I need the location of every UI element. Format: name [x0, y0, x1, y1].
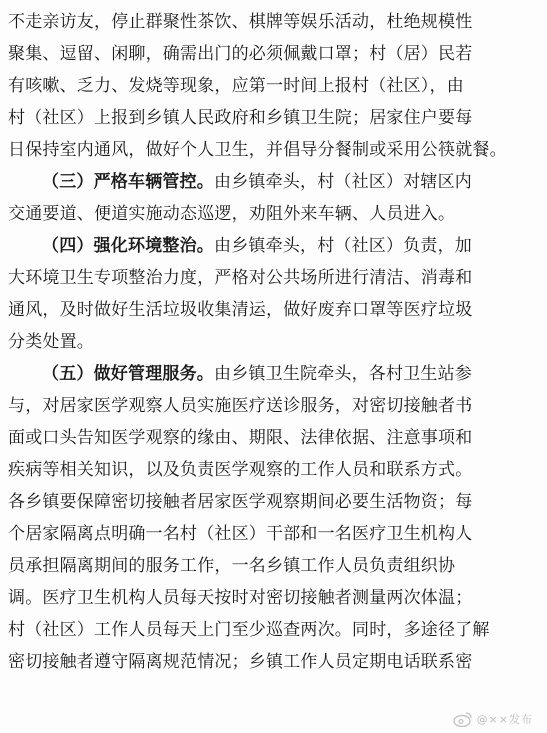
text-line — [8, 486, 539, 518]
line-text: 有咳嗽、乏力、发烧等现象，应第一时间上报村（社区），由 — [8, 76, 464, 96]
watermark — [453, 711, 533, 727]
text-line — [8, 550, 539, 582]
line-text: 由乡镇牵头，村（社区）负责，加 — [214, 236, 472, 256]
text-line — [8, 6, 539, 38]
text-line — [8, 294, 539, 326]
text-line — [8, 582, 539, 614]
line-text: 交通要道、便道实施动态巡逻，劝阻外来车辆、人员进入。 — [8, 204, 456, 224]
text-line — [8, 70, 539, 102]
text-line — [8, 518, 539, 550]
text-line — [8, 614, 539, 646]
text-line — [8, 230, 539, 262]
line-text: 个居家隔离点明确一名村（社区）干部和一名医疗卫生机构人 — [8, 524, 473, 544]
line-text: 大环境卫生专项整治力度，严格对公共场所进行清洁、消毒和 — [8, 268, 473, 288]
line-text: 与，对居家医学观察人员实施医疗送诊服务，对密切接触者书 — [8, 396, 473, 416]
section-heading: （五）做好管理服务。 — [42, 364, 214, 384]
text-line — [8, 262, 539, 294]
text-line — [8, 102, 539, 134]
section-heading: （四）强化环境整治。 — [42, 236, 214, 256]
text-line — [8, 198, 539, 230]
text-line — [8, 166, 539, 198]
text-line — [8, 454, 539, 486]
document-body — [8, 6, 539, 678]
text-line — [8, 134, 539, 166]
watermark-text: @××发布 — [476, 713, 533, 726]
line-text: 聚集、逗留、闲聊，确需出门的必须佩戴口罩；村（居）民若 — [8, 44, 473, 64]
text-line — [8, 646, 539, 678]
line-text: 各乡镇要保障密切接触者居家医学观察期间必要生活物资；每 — [8, 492, 473, 512]
line-text: 由乡镇牵头，村（社区）对辖区内 — [214, 172, 472, 192]
text-line — [8, 422, 539, 454]
text-line — [8, 358, 539, 390]
line-text: 村（社区）上报到乡镇人民政府和乡镇卫生院；居家住户要每 — [8, 108, 473, 128]
line-text: 疾病等相关知识，以及负责医学观察的工作人员和联系方式。 — [8, 460, 473, 480]
line-text: 密切接触者遵守隔离规范情况；乡镇工作人员定期电话联系密 — [8, 652, 473, 672]
line-text: 日保持室内通风，做好个人卫生，并倡导分餐制或采用公筷就餐。 — [8, 140, 507, 160]
line-text: 面或口头告知医学观察的缘由、期限、法律依据、注意事项和 — [8, 428, 473, 448]
weibo-logo-icon — [453, 711, 473, 727]
text-line — [8, 390, 539, 422]
line-text: 村（社区）工作人员每天上门至少巡查两次。同时，多途径了解 — [8, 620, 490, 640]
section-heading: （三）严格车辆管控。 — [42, 172, 214, 192]
text-line — [8, 326, 539, 358]
line-text: 员承担隔离期间的服务工作，一名乡镇工作人员负责组织协 — [8, 556, 456, 576]
line-text: 调。医疗卫生机构人员每天按时对密切接触者测量两次体温； — [8, 588, 473, 608]
line-text: 分类处置。 — [8, 332, 94, 352]
line-text: 通风，及时做好生活垃圾收集清运，做好废弃口罩等医疗垃圾 — [8, 300, 473, 320]
line-text: 不走亲访友，停止群聚性茶饮、棋牌等娱乐活动，杜绝规模性 — [8, 12, 473, 32]
line-text: 由乡镇卫生院牵头，各村卫生站参 — [214, 364, 472, 384]
text-line — [8, 38, 539, 70]
